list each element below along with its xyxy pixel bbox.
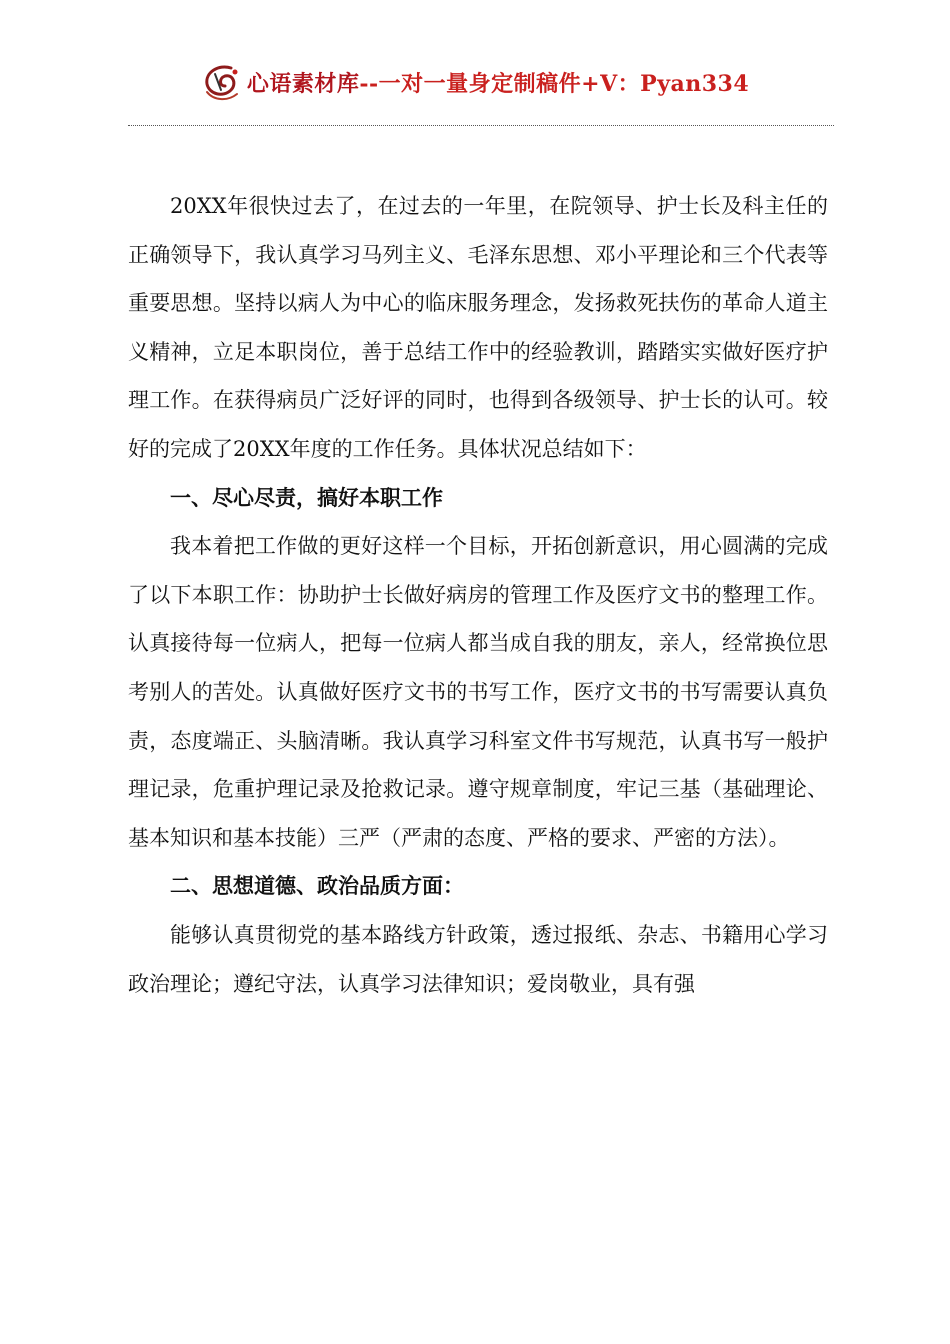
header-tagline: 一对一量身定制稿件 — [378, 70, 582, 97]
header-divider — [128, 125, 834, 126]
page-header — [0, 58, 950, 106]
paragraph-intro: 20XX年很快过去了，在过去的一年里，在院领导、护士长及科主任的正确领导下，我认真学习马列主义、毛泽东思想、邓小平理论和三个代表等重要思想。坚持以病人为中心的临床服务理念，发扬救死扶伤的革命人道主义精神，立足本职岗位，善于总结工作中的经验教训，踏踏实实做好医疗护理工作。在获得病员广泛好评的同时，也得到各级领导、护士长的认可。较好的完成了20XX年度的工作任务。具体状况总结如下： — [128, 194, 828, 461]
paragraph-section-2: 能够认真贯彻党的基本路线方针政策，透过报纸、杂志、书籍用心学习政治理论；遵纪守法，认真学习法律知识；爱岗敬业，具有强 — [128, 922, 828, 996]
logo-swirl-icon — [201, 62, 245, 102]
document-body — [128, 182, 828, 1008]
contact-id: Pyan334 — [640, 70, 750, 97]
brand-name: 心语素材库 — [246, 70, 360, 97]
paragraph-section-1: 我本着把工作做的更好这样一个目标，开拓创新意识，用心圆满的完成了以下本职工作：协助护士长做好病房的管理工作及医疗文书的整理工作。认真接待每一位病人，把每一位病人都当成自我的朋友，亲人，经常换位思考别人的苦处。认真做好医疗文书的书写工作，医疗文书的书写需要认真负责，态度端正、头脑清晰。我认真学习科室文件书写规范，认真书写一般护理记录，危重护理记录及抢救记录。遵守规章制度，牢记三基（基础理论、基本知识和基本技能）三严（严肃的态度、严格的要求、严密的方法）。 — [128, 534, 828, 850]
section-heading-1: 一、尽心尽责，搞好本职工作 — [170, 484, 443, 510]
contact-prefix: +V： — [581, 70, 641, 97]
section-heading-2: 二、思想道德、政治品质方面： — [170, 873, 464, 899]
header-separator: -- — [359, 70, 379, 97]
header-title — [247, 67, 749, 98]
